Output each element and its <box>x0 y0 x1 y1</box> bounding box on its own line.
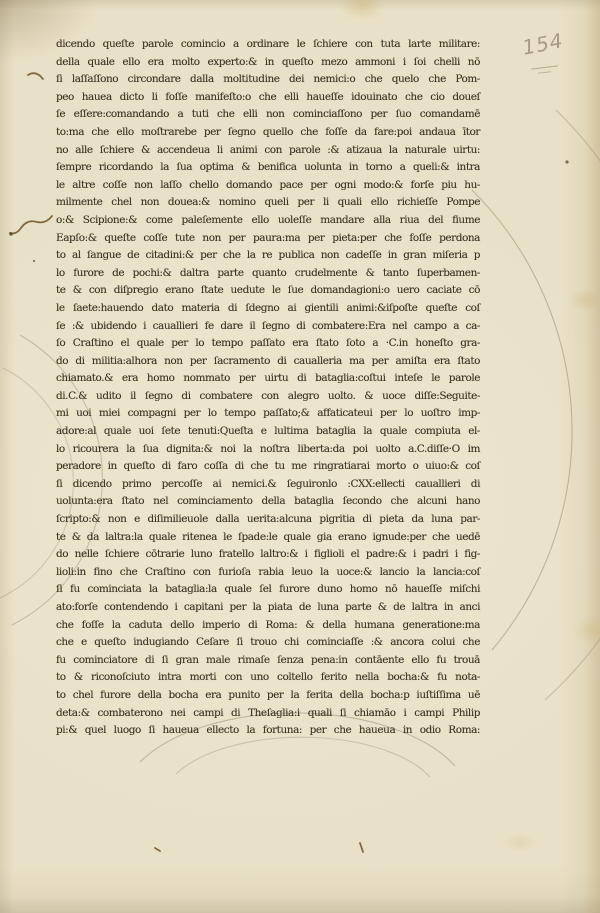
printed-text-block <box>56 36 480 740</box>
print-line: te & con diſpregio erano ſtate uedute le ſue domandagioni:o uero caciate cō <box>56 284 480 297</box>
blind-stamp-right-outer-arc <box>472 190 572 650</box>
paper-fiber <box>360 843 363 852</box>
margin-ink-squiggle <box>10 216 52 233</box>
print-line: lo furore de pochi:& daltra parte quanto crudelmente & tanto ſuperbamen- <box>56 266 480 279</box>
print-line: dicendo queſte parole comincio a ordinare le ſchiere con tuta larte militare: <box>56 38 480 50</box>
print-line: peo hauea dicto li foſſe manifeſto:o che elli haueſſe idouinato che cio doueſ <box>56 90 480 103</box>
print-line: no alle ſchiere & accendeua li animi con parole :& atizaua la naturale uirtu: <box>56 143 480 156</box>
print-line: ato:forſe contendendo i capitani per la piata de luna parte & de laltra in anci <box>56 601 480 613</box>
print-line: chiamato.& era homo nommato per uirtu di bataglia:coſtui inteſe le parole <box>56 372 480 385</box>
print-line: ſe :& ubidendo i cauallieri fe dare il ſegno di combatere:Era nel campo a ca- <box>56 319 480 332</box>
print-line: Eapſo:& queſte coſſe tute non per paura:ma per pieta:per che foſſe perdona <box>56 231 480 244</box>
print-line: to al ſangue de citadini:& per che la re publica non cadeſſe in gran miſeria p <box>56 249 480 262</box>
print-line: uolunta:era ſtato nel cominciamento della bataglia ſecondo che alcuni hano <box>56 495 480 508</box>
print-line: to & riconoſciuto intra morti con uno coltello ferito nella bocha:& fu nota- <box>56 671 480 684</box>
print-line: deta:& combaterono nei campi di Theſaglia:i quali ſi chiamāo i campi Philip <box>56 706 480 719</box>
print-line: lioli:in fino che Craſtino con furioſa rabia leuo la uoce:& lancio la lancia:coſ <box>56 565 480 578</box>
print-line: che foſſe la caduta dello imperio di Roma: & della humana generatione:ma <box>56 618 480 631</box>
print-line: do di militia:alhora non per ſacramento di caualleria ma per amiſta era ſtato <box>56 354 480 367</box>
print-line: ſcripto:& non e diſimilieuole dalla uerita:alcuna pigritia di pieta da luna par- <box>56 513 480 526</box>
print-line: adore:al quale uoi ſete tenuti:Queſta e lultima bataglia la quale compiuta el- <box>56 425 480 438</box>
margin-ink-blot <box>9 232 13 236</box>
print-line: te & da laltra:la quale ritenea le ſpade:le quale gia erano ignude:per che uedē <box>56 530 480 543</box>
paper-speck <box>565 160 568 163</box>
print-line: do nelle ſchiere cōtrarie luno fratello laltro:& i figlioli el padre:& i padri i fig- <box>56 548 480 561</box>
paper-fiber <box>155 848 160 851</box>
print-line: to:ma che ello moſtrarebe per ſegno quello che foſſe da fare:poi andaua ītor <box>56 125 480 138</box>
print-line: ſi laſſaſſono circondare dalla moltitudine dei nemici:o che quelo che Pom- <box>56 73 480 86</box>
print-line: ſe eſſere:comandando a tuti che elli non cominciaſſono per ſuo comandamē <box>56 108 480 121</box>
print-line: le altre coſſe non laſſo chello domando pace per ogni modo:& forſe piu hu- <box>56 178 480 191</box>
print-line: le ſaete:hauendo dato materia di ſdegno ai gientili animi:&iſpoſte queſte coſ <box>56 301 480 314</box>
folio-number: 154 <box>520 28 566 60</box>
blind-stamp-right-inner-arc <box>545 110 600 700</box>
print-line: ſo Craſtino el quale per lo tempo paſſato era ſtato ſoto a ·C.in honeſto gra- <box>56 337 480 350</box>
print-line: della quale ello era molto experto:& in queſto mezo ammoni i ſoi chelli nō <box>56 55 480 68</box>
blind-stamp-bottom-inner-oval <box>176 737 430 777</box>
margin-ink-curve <box>28 73 43 79</box>
print-line: di.C.& udito il ſegno di combatere con alegro uolto. & uoce diſſe:Seguite- <box>56 389 480 402</box>
print-line: milmente chel non douea:& nomino queli per li quali ello richieſſe Pompe <box>56 196 480 209</box>
print-line: ſempre ricordando la ſua optima & benifica uolunta in torno a queli:& intra <box>56 161 480 174</box>
print-line: peradore in queſto di faro coſſa di che tu me ringratiarai morto o uiuo:& coſ <box>56 460 480 473</box>
print-line: mi uoi miei compagni per lo tempo paſſato;& affaticateui per lo uoſtro imp- <box>56 407 480 420</box>
print-line: ſi fu cominciata la bataglia:la quale ſel furore duno homo nō haueſſe miſchi <box>56 583 480 596</box>
print-line: che e queſto indugiando Ceſare ſi trouo chi cominciaſſe :& ancora colui che <box>56 636 480 649</box>
print-line: to chel furore della bocha era punito per la ferita della bocha:p iuſtiſſima uē <box>56 688 480 701</box>
print-line: o:& Scipione:& come paleſemente ello uoleſſe mandare alla riua del fiume <box>56 213 480 226</box>
paper-speck <box>33 260 35 262</box>
print-line: lo ricourera la ſua dignita:& noi la noſtra liberta:da poi uolto a.C.diſſe·O im <box>56 442 480 455</box>
print-line: pi:& quel luogo ſi haueua ellecto la fortuna: per che haueua in odio Roma: <box>56 724 480 737</box>
print-line: ſi dicendo primo percoſſe ai nemici.& ſeguironlo :CXX:ellecti cauallieri di <box>56 477 480 490</box>
print-line: fu cominciatore di ſi gran male rimaſe ſenza pena:in contāente ello fu trouā <box>56 653 480 666</box>
